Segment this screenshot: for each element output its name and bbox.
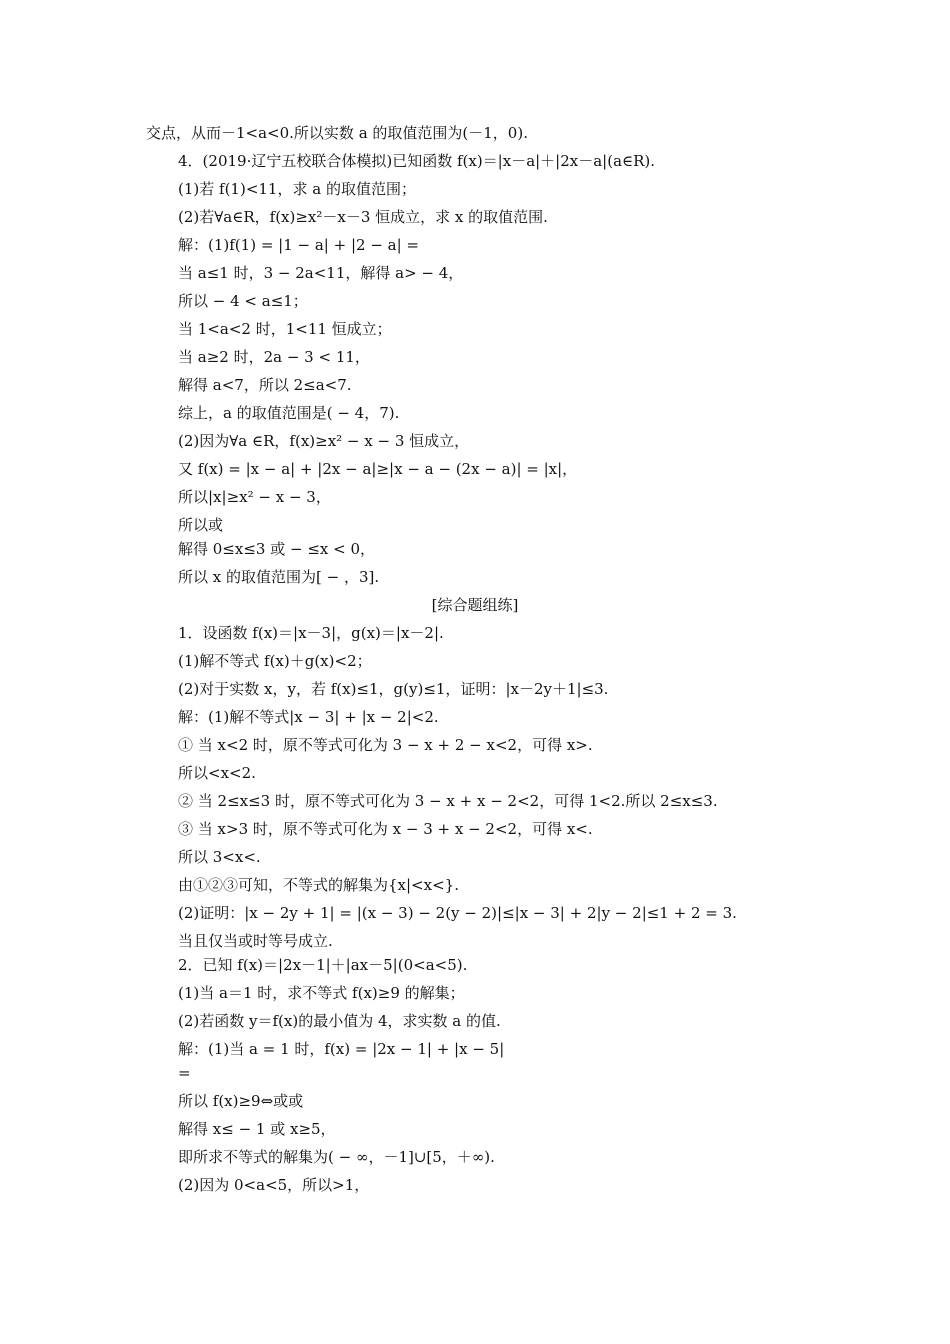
text-line: 当 a≤1 时，3 − 2a<11，解得 a> − 4， <box>178 264 464 282</box>
text-line: ② 当 2≤x≤3 时，原不等式可化为 3 − x + x − 2<2，可得 1<2.所以 2≤x≤3. <box>178 792 718 810</box>
text-line: 综上，a 的取值范围是( − 4，7). <box>178 404 400 422</box>
text-line: 交点，从而－1<a<0.所以实数 a 的取值范围为(－1，0). <box>146 124 528 142</box>
text-line: 当 1<a<2 时，1<11 恒成立； <box>178 320 392 338</box>
text-line: ① 当 x<2 时，原不等式可化为 3 − x + 2 − x<2，可得 x>. <box>178 736 593 754</box>
text-line: 解得 x≤ − 1 或 x≥5， <box>178 1120 336 1138</box>
text-line: 所以或 <box>178 516 224 534</box>
text-line: (2)因为 0<a<5，所以>1， <box>178 1176 370 1194</box>
text-line: (1)当 a＝1 时，求不等式 f(x)≥9 的解集； <box>178 984 465 1002</box>
solution-line: 解：(1)f(1) = |1 − a| + |2 − a| = <box>178 236 419 254</box>
text-line: 当且仅当或时等号成立. <box>178 932 333 950</box>
text-line: (2)因为∀a ∈R，f(x)≥x² − x − 3 恒成立， <box>178 432 470 450</box>
text-line: (2)证明：|x − 2y + 1| = |(x − 3) − 2(y − 2)|≤|x − 3| + 2|y − 2|≤1 + 2 = 3. <box>178 904 737 922</box>
text-line: 即所求不等式的解集为( − ∞，－1]∪[5，＋∞). <box>178 1148 495 1166</box>
text-line: (1)若 f(1)<11，求 a 的取值范围； <box>178 180 416 198</box>
solution-line: 解：(1)当 a = 1 时，f(x) = |2x − 1| + |x − 5| <box>178 1040 505 1058</box>
problem-1-statement: 1．设函数 f(x)＝|x－3|，g(x)＝|x－2|. <box>178 624 444 642</box>
text-line: 所以 x 的取值范围为[ − ，3]. <box>178 568 380 586</box>
text-line: = <box>178 1064 191 1082</box>
text-line: (2)对于实数 x，y，若 f(x)≤1，g(y)≤1，证明：|x－2y＋1|≤3. <box>178 680 609 698</box>
solution-line: 解：(1)解不等式|x − 3| + |x − 2|<2. <box>178 708 439 726</box>
text-line: 所以 − 4 < a≤1； <box>178 292 308 310</box>
text-line: (2)若函数 y＝f(x)的最小值为 4，求实数 a 的值. <box>178 1012 501 1030</box>
text-line: ③ 当 x>3 时，原不等式可化为 x − 3 + x − 2<2，可得 x<. <box>178 820 593 838</box>
text-line: 所以 3<x<. <box>178 848 261 866</box>
text-line: (2)若∀a∈R，f(x)≥x²－x－3 恒成立，求 x 的取值范围. <box>178 208 548 226</box>
text-line: 由①②③可知，不等式的解集为{x|<x<}. <box>178 876 459 894</box>
problem-4-statement: 4．(2019·辽宁五校联合体模拟)已知函数 f(x)＝|x－a|＋|2x－a|(a∈R). <box>178 152 656 170</box>
section-heading: [综合题组练] <box>431 596 519 614</box>
text-line: 所以|x|≥x² − x − 3， <box>178 488 331 506</box>
problem-2-statement: 2．已知 f(x)＝|2x－1|＋|ax－5|(0<a<5). <box>178 956 468 974</box>
text-line: 所以 f(x)≥9⇔或或 <box>178 1092 304 1110</box>
text-line: 解得 0≤x≤3 或 − ≤x < 0， <box>178 540 375 558</box>
text-line: 解得 a<7，所以 2≤a<7. <box>178 376 352 394</box>
text-line: 又 f(x) = |x − a| + |2x − a|≥|x − a − (2x − a)| = |x|， <box>178 460 578 478</box>
text-line: 当 a≥2 时，2a − 3 < 11， <box>178 348 370 366</box>
text-line: (1)解不等式 f(x)＋g(x)<2； <box>178 652 372 670</box>
text-line: 所以<x<2. <box>178 764 256 782</box>
